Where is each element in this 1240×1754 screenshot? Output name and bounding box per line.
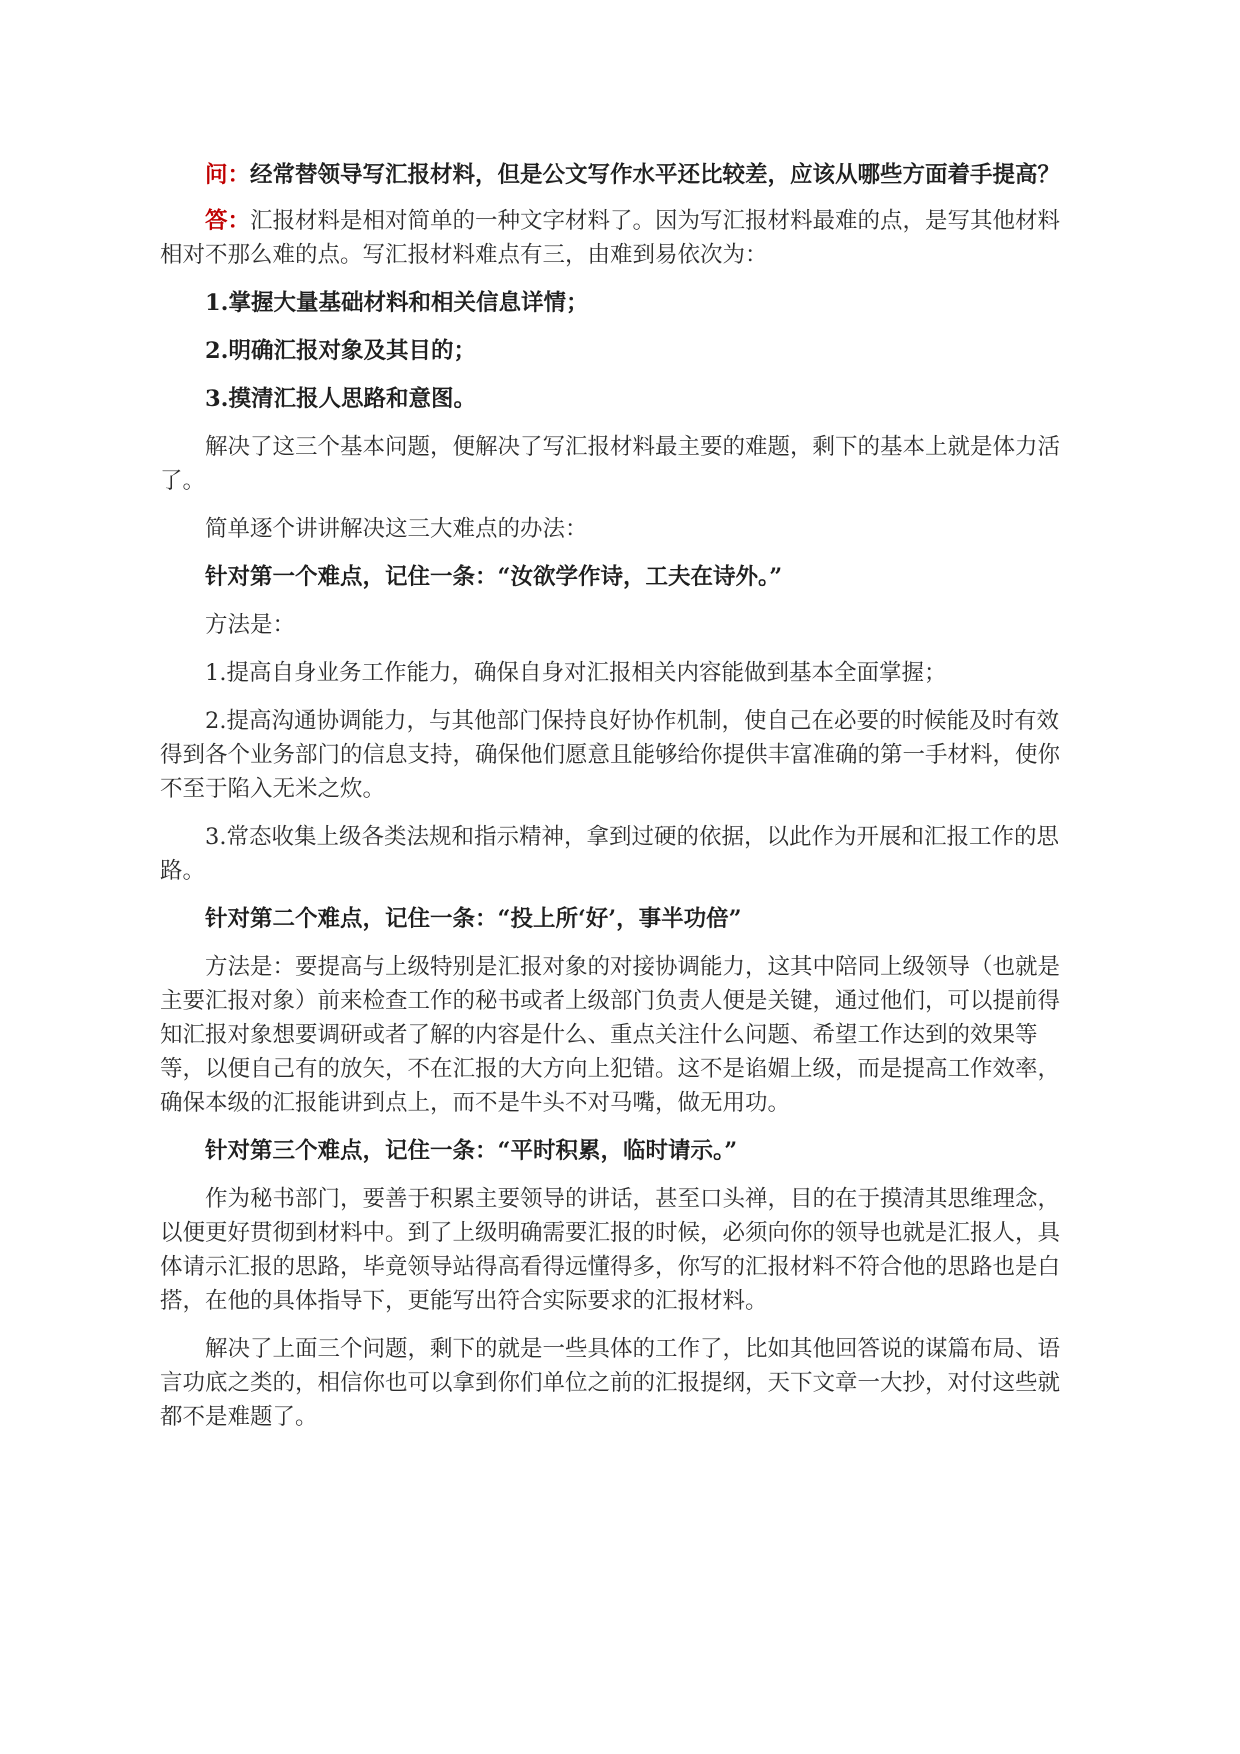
section1-item-1: 1.提高自身业务工作能力，确保自身对汇报相关内容能做到基本全面掌握； (205, 660, 947, 686)
question-paragraph (160, 158, 1080, 192)
section2-heading: 针对第二个难点，记住一条：“投上所‘好’，事半功倍” (205, 906, 742, 932)
intro-paragraph: 简单逐个讲讲解决这三大难点的办法： (205, 516, 588, 542)
document-page (160, 158, 1080, 1448)
section2-text: 方法是：要提高与上级特别是汇报对象的对接协调能力，这其中陪同上级领导（也就是主要汇报对象）前来检查工作的秘书或者上级部门负责人便是关键，通过他们，可以提前得知汇报对象想要调研或者了解的内容是什么、重点关注什么问题、希望工作达到的效果等等，以便自己有的放矢，不在汇报的大方向上犯错。这不是谄媚上级，而是提高工作效率，确保本级的汇报能讲到点上，而不是牛头不对马嘴，做无用功。 (160, 954, 1061, 1116)
section1-item-2: 2.提高沟通协调能力，与其他部门保持良好协作机制，使自己在必要的时候能及时有效得到各个业务部门的信息支持，确保他们愿意且能够给你提供丰富准确的第一手材料，使你不至于陷入无米之炊。 (160, 708, 1061, 802)
answer-paragraph (160, 204, 1080, 272)
answer-text: 汇报材料是相对简单的一种文字材料了。因为写汇报材料最难的点，是写其他材料相对不那么难的点。写汇报材料难点有三，由难到易依次为： (160, 208, 1061, 268)
conclusion-paragraph: 解决了上面三个问题，剩下的就是一些具体的工作了，比如其他回答说的谋篇布局、语言功底之类的，相信你也可以拿到你们单位之前的汇报提纲，天下文章一大抄，对付这些就都不是难题了。 (160, 1336, 1061, 1430)
section3-text: 作为秘书部门，要善于积累主要领导的讲话，甚至口头禅，目的在于摸清其思维理念，以便更好贯彻到材料中。到了上级明确需要汇报的时候，必须向你的领导也就是汇报人，具体请示汇报的思路，毕竟领导站得高看得远懂得多，你写的汇报材料不符合他的思路也是白搭，在他的具体指导下，更能写出符合实际要求的汇报材料。 (160, 1186, 1061, 1314)
section1-heading: 针对第一个难点，记住一条：“汝欲学作诗，工夫在诗外。” (205, 564, 783, 590)
section3-heading: 针对第三个难点，记住一条：“平时积累，临时请示。” (205, 1138, 738, 1164)
difficulty-item-1: 1.掌握大量基础材料和相关信息详情； (205, 290, 589, 316)
section1-method-label: 方法是： (205, 612, 296, 638)
solved-paragraph: 解决了这三个基本问题，便解决了写汇报材料最主要的难题，剩下的基本上就是体力活了。 (160, 434, 1061, 494)
question-text: 经常替领导写汇报材料，但是公文写作水平还比较差，应该从哪些方面着手提高？ (250, 162, 1061, 188)
answer-label: 答： (205, 208, 251, 234)
question-label: 问： (205, 162, 251, 188)
difficulty-item-3: 3.摸清汇报人思路和意图。 (205, 386, 476, 412)
difficulty-item-2: 2.明确汇报对象及其目的； (205, 338, 476, 364)
section1-item-3: 3.常态收集上级各类法规和指示精神，拿到过硬的依据，以此作为开展和汇报工作的思路。 (160, 824, 1059, 884)
